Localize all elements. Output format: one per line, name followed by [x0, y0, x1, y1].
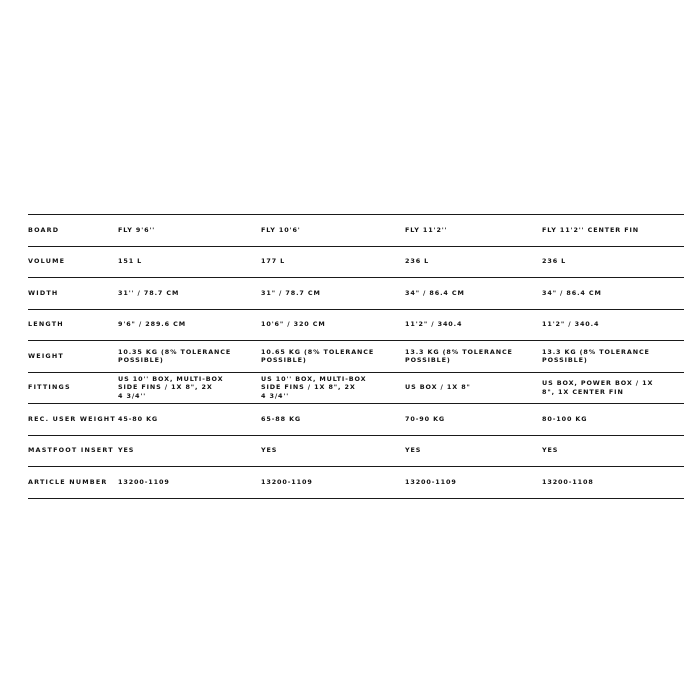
table-cell: 13200-1108	[542, 477, 594, 486]
table-cell: 151 L	[118, 257, 143, 266]
table-row-board	[28, 215, 684, 247]
table-cell: 11'2" / 340.4	[405, 320, 463, 329]
table-cell: 34" / 86.4 CM	[542, 288, 602, 297]
row-label: REC. USER WEIGHT	[28, 414, 116, 423]
table-cell: 65-88 KG	[261, 414, 302, 423]
row-label: FITTINGS	[28, 383, 71, 392]
table-cell: YES	[118, 446, 135, 455]
table-cell: 9'6" / 289.6 CM	[118, 320, 186, 329]
row-label: ARTICLE NUMBER	[28, 477, 108, 486]
table-row-fittings	[28, 373, 684, 405]
table-cell: 80-100 KG	[542, 414, 588, 423]
table-cell: 45-80 KG	[118, 414, 159, 423]
table-cell: 13.3 KG (8% TOLERANCE POSSIBLE)	[542, 347, 650, 365]
table-cell: US BOX / 1X 8"	[405, 383, 471, 392]
table-row-mastfoot-insert	[28, 436, 684, 468]
table-cell: YES	[542, 446, 559, 455]
spec-table	[28, 214, 684, 499]
table-cell: 10'6" / 320 CM	[261, 320, 326, 329]
table-cell: 10.35 KG (8% TOLERANCE POSSIBLE)	[118, 347, 232, 365]
table-row-article-number	[28, 467, 684, 499]
table-cell: US BOX, POWER BOX / 1X 8", 1X CENTER FIN	[542, 379, 654, 396]
table-cell: US 10'' BOX, MULTI-BOX SIDE FINS / 1X 8", 2X 4 3/4''	[118, 374, 224, 401]
row-label: WEIGHT	[28, 351, 64, 360]
table-cell: FLY 11'2'' CENTER FIN	[542, 225, 639, 234]
table-cell: 236 L	[405, 257, 430, 266]
row-label: VOLUME	[28, 257, 66, 266]
table-cell: 10.65 KG (8% TOLERANCE POSSIBLE)	[261, 347, 375, 365]
table-row-weight	[28, 341, 684, 373]
table-cell: FLY 9'6''	[118, 225, 156, 234]
row-label: LENGTH	[28, 320, 64, 329]
table-cell: FLY 11'2''	[405, 225, 448, 234]
table-cell: 13200-1109	[405, 477, 457, 486]
table-row-volume	[28, 247, 684, 279]
table-cell: 13.3 KG (8% TOLERANCE POSSIBLE)	[405, 347, 513, 365]
table-cell: 31" / 78.7 CM	[261, 288, 321, 297]
table-cell: FLY 10'6'	[261, 225, 301, 234]
table-row-width	[28, 278, 684, 310]
table-cell: 11'2" / 340.4	[542, 320, 600, 329]
table-cell: YES	[405, 446, 422, 455]
table-cell: 31'' / 78.7 CM	[118, 288, 180, 297]
table-cell: 13200-1109	[118, 477, 170, 486]
table-cell: 34" / 86.4 CM	[405, 288, 465, 297]
row-label: MASTFOOT INSERT	[28, 446, 114, 455]
table-cell: YES	[261, 446, 278, 455]
row-label: BOARD	[28, 225, 60, 234]
table-cell: 13200-1109	[261, 477, 313, 486]
table-row-rec-user-weight	[28, 404, 684, 436]
table-cell: 177 L	[261, 257, 286, 266]
table-cell: 236 L	[542, 257, 567, 266]
table-cell: 70-90 KG	[405, 414, 446, 423]
table-cell: US 10'' BOX, MULTI-BOX SIDE FINS / 1X 8", 2X 4 3/4''	[261, 374, 367, 401]
table-row-length	[28, 310, 684, 342]
row-label: WIDTH	[28, 288, 59, 297]
